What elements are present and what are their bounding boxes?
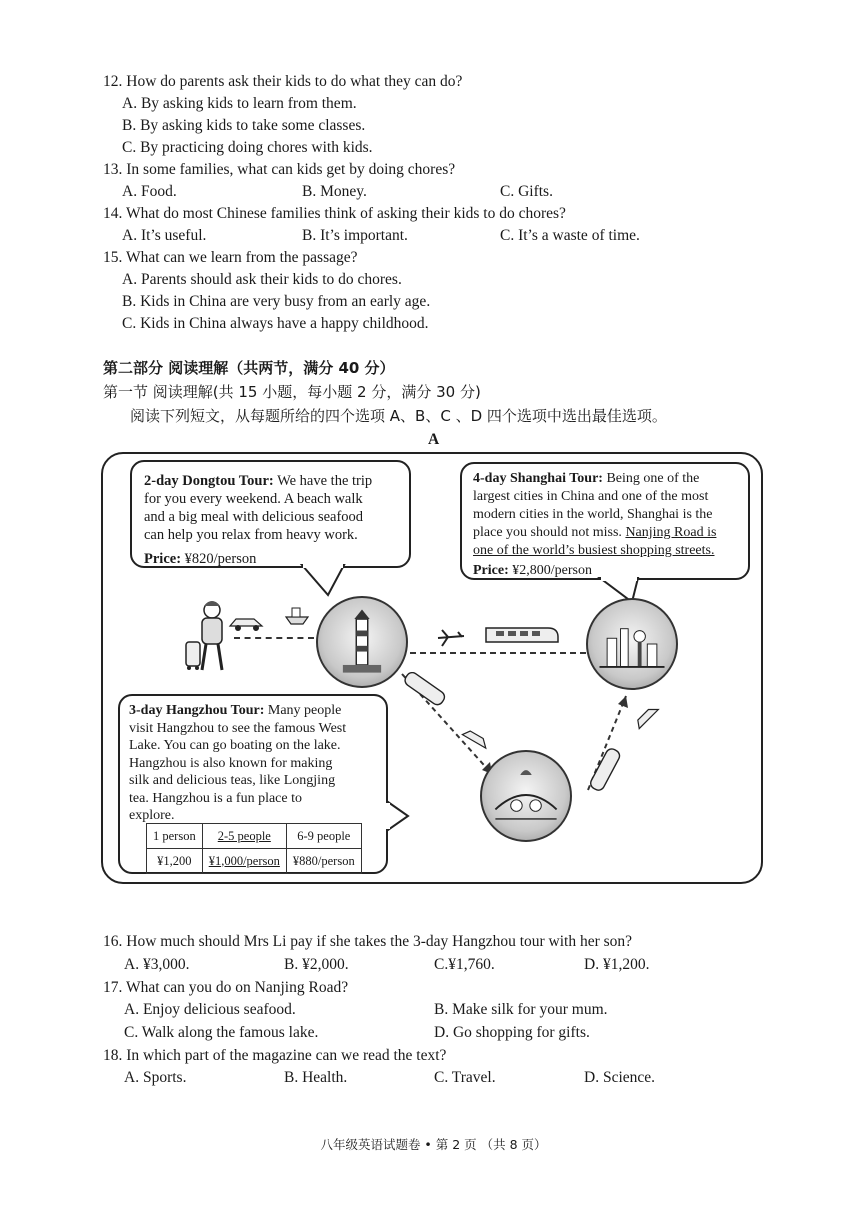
hangzhou-line-3: Lake. You can go boating on the lake.	[129, 738, 341, 753]
q14-option-c: C. It’s a waste of time.	[500, 227, 640, 244]
table-cell: ¥1,200	[147, 849, 203, 874]
table-row	[147, 824, 362, 849]
hangzhou-line-7: explore.	[129, 808, 175, 823]
hangzhou-line-5: silk and delicious teas, like Longjing	[129, 773, 336, 788]
shanghai-line-5: one of the world’s busiest shopping streets.	[473, 543, 715, 558]
hangzhou-bubble-tail	[388, 800, 418, 836]
car-icon-3	[632, 706, 662, 730]
question-12: 12. How do parents ask their kids to do what they can do?	[103, 73, 463, 90]
traveller-illustration	[184, 598, 234, 678]
instruction: 阅读下列短文，从每题所给的四个选项 A、B、C 、D 四个选项中选出最佳选项。	[130, 407, 667, 425]
question-13: 13. In some families, what can kids get by doing chores?	[103, 161, 456, 178]
q12-option-a: A. By asking kids to learn from them.	[122, 95, 357, 112]
hangzhou-title: 3-day Hangzhou Tour:	[129, 703, 265, 718]
dongtou-line-1: We have the trip	[273, 473, 373, 489]
dongtou-bubble-tail	[300, 565, 360, 601]
q16-option-a: A. ¥3,000.	[124, 956, 190, 973]
dongtou-tour-bubble	[130, 460, 411, 568]
q14-option-b: B. It’s important.	[302, 227, 408, 244]
dongtou-price: ¥820/person	[181, 551, 257, 567]
table-row	[147, 849, 362, 874]
q13-option-c: C. Gifts.	[500, 183, 553, 200]
shanghai-line-4: place you should not miss.	[473, 525, 626, 540]
page-footer: 八年级英语试题卷 • 第 2 页 （共 8 页）	[320, 1137, 547, 1152]
q13-option-b: B. Money.	[302, 183, 367, 200]
table-cell: 2-5 people	[202, 824, 286, 849]
shanghai-title: 4-day Shanghai Tour:	[473, 471, 603, 486]
q15-option-c: C. Kids in China always have a happy childhood.	[122, 315, 429, 332]
hangzhou-line-2: visit Hangzhou to see the famous West	[129, 720, 347, 736]
train-icon	[484, 624, 560, 646]
shanghai-skyline-image	[586, 598, 678, 690]
nanjing-road-highlight: Nanjing Road is	[625, 525, 717, 540]
lighthouse-icon	[318, 598, 406, 686]
passage-label: A	[428, 431, 440, 448]
q18-option-b: B. Health.	[284, 1069, 348, 1086]
q12-option-b: B. By asking kids to take some classes.	[122, 117, 366, 134]
dongtou-line-3: and a big meal with delicious seafood	[144, 509, 364, 525]
table-cell: 6-9 people	[286, 824, 361, 849]
question-18: 18. In which part of the magazine can we read the text?	[103, 1047, 447, 1064]
q17-option-b: B. Make silk for your mum.	[434, 1001, 608, 1018]
q17-option-a: A. Enjoy delicious seafood.	[124, 1001, 296, 1018]
q16-option-d: D. ¥1,200.	[584, 956, 650, 973]
table-cell: ¥1,000/person	[202, 849, 286, 874]
section-subtitle: 第一节 阅读理解(共 15 小题，每小题 2 分，满分 30 分)	[103, 383, 481, 401]
hangzhou-line-6: tea. Hangzhou is a fun place to	[129, 790, 302, 806]
question-16: 16. How much should Mrs Li pay if she takes the 3-day Hangzhou tour with her son?	[103, 933, 633, 950]
table-cell: ¥880/person	[286, 849, 361, 874]
table-cell: 1 person	[147, 824, 203, 849]
shanghai-price: ¥2,800/person	[508, 563, 592, 578]
q15-option-b: B. Kids in China are very busy from an early age.	[122, 293, 431, 310]
question-15: 15. What can we learn from the passage?	[103, 249, 358, 266]
q18-option-c: C. Travel.	[434, 1069, 496, 1086]
shanghai-line-3: modern cities in the world, Shanghai is the	[473, 507, 713, 522]
q13-option-a: A. Food.	[122, 183, 177, 200]
car-icon	[228, 614, 268, 632]
q15-option-a: A. Parents should ask their kids to do chores.	[122, 271, 402, 288]
hangzhou-price-table	[146, 823, 362, 874]
skyline-icon	[588, 600, 676, 688]
dongtou-title: 2-day Dongtou Tour:	[144, 473, 274, 489]
boat-icon	[284, 603, 310, 627]
shanghai-tour-bubble	[460, 462, 750, 580]
q18-option-d: D. Science.	[584, 1069, 656, 1086]
route-arrow-dongtou	[234, 637, 314, 639]
dongtou-line-4: can help you relax from heavy work.	[144, 527, 358, 543]
q16-option-c: C.¥1,760.	[434, 956, 495, 973]
q14-option-a: A. It’s useful.	[122, 227, 207, 244]
route-arrow-shanghai-to-dongtou	[410, 652, 586, 654]
dongtou-lighthouse-image	[316, 596, 408, 688]
q12-option-c: C. By practicing doing chores with kids.	[122, 139, 373, 156]
dongtou-price-label: Price:	[144, 551, 182, 567]
question-14: 14. What do most Chinese families think of asking their kids to do chores?	[103, 205, 566, 222]
hangzhou-line-1: Many people	[264, 703, 342, 718]
dongtou-line-2: for you every weekend. A beach walk	[144, 491, 363, 507]
hangzhou-line-4: Hangzhou is also known for making	[129, 755, 333, 771]
q16-option-b: B. ¥2,000.	[284, 956, 349, 973]
q17-option-c: C. Walk along the famous lake.	[124, 1024, 319, 1041]
question-17: 17. What can you do on Nanjing Road?	[103, 979, 349, 996]
shanghai-line-1: Being one of the	[602, 471, 700, 486]
q17-option-d: D. Go shopping for gifts.	[434, 1024, 590, 1041]
car-icon-2	[460, 728, 492, 750]
q18-option-a: A. Sports.	[124, 1069, 187, 1086]
part-title: 第二部分 阅读理解（共两节，满分 40 分）	[103, 359, 395, 377]
west-lake-icon	[482, 752, 570, 840]
hangzhou-west-lake-image	[480, 750, 572, 842]
shanghai-price-label: Price:	[473, 563, 509, 578]
airplane-icon	[436, 628, 466, 648]
shanghai-line-2: largest cities in China and one of the most	[473, 489, 709, 504]
train-icon-3	[586, 742, 626, 798]
train-icon-2	[400, 672, 450, 708]
